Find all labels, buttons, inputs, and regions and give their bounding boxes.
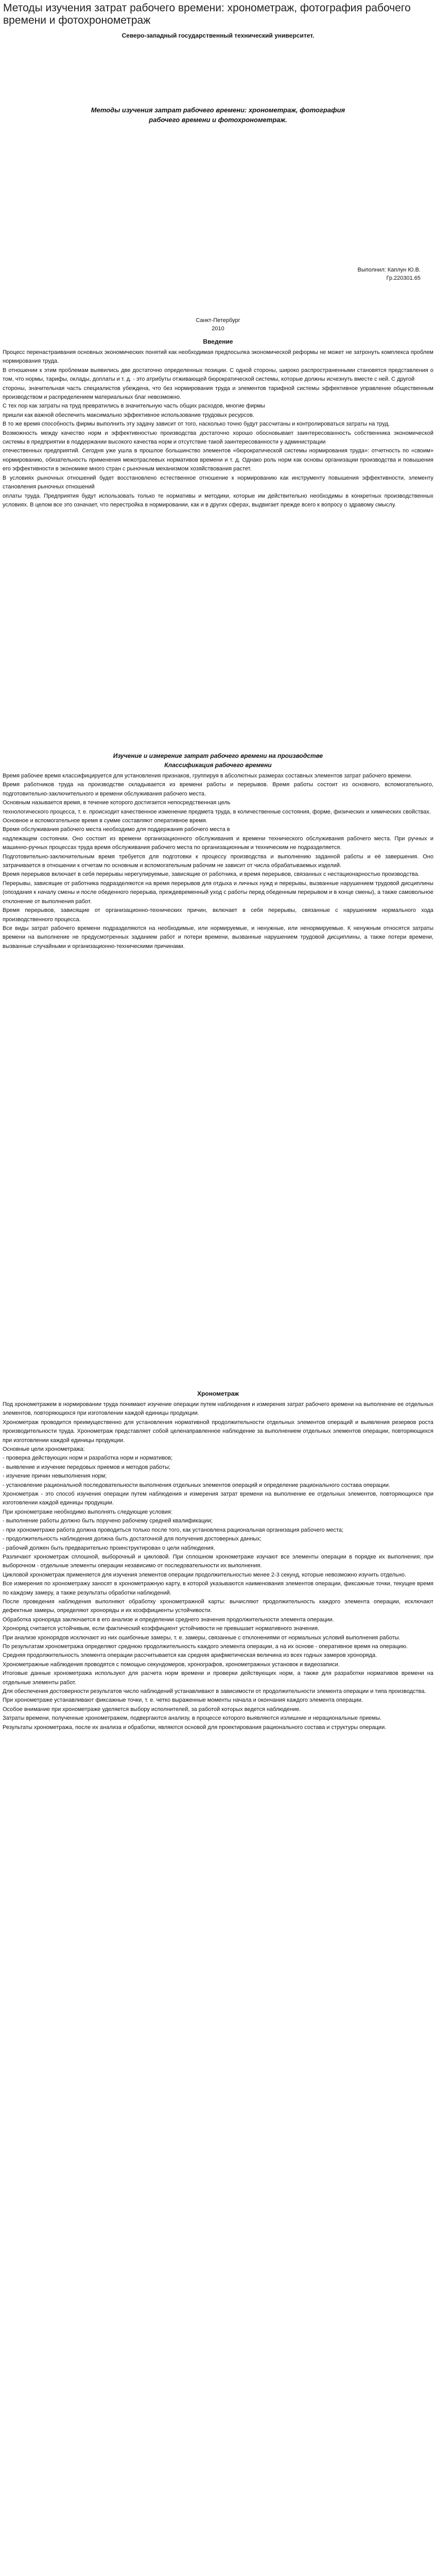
paragraph: стороны, значительная часть специалистов убеждена, что без нормирования труда и элементов тарифной системы эффективное управление общественным производством и распределением материальных благ невозможно. <box>3 385 433 401</box>
paragraph: Для обеспечения достоверности результатов число наблюдений устанавливают в зависимости от продолжительности элемента операции и типа производства. <box>3 1688 426 1694</box>
study-section <box>0 748 436 951</box>
paragraph: Итоговые данные хронометража используют для расчета норм времени и проверки действующих норм, а также для разработки нормативов времени на отдельные элементы работ. <box>3 1670 433 1686</box>
paragraph: - продолжительность наблюдения должна быть достаточной для получения достоверных данных; <box>3 1536 261 1543</box>
paragraph: С тех пор как затраты на труд превратились в значительную часть общих расходов, многие фирмы <box>3 403 265 410</box>
paragraph: Обработка хроноряда заключается в его анализе и определении среднего значения продолжительности элемента операции. <box>3 1616 334 1623</box>
paragraph: - рабочий должен быть предварительно проинструктирован о цели наблюдения. <box>3 1545 215 1551</box>
subsection-heading-classification: Классификация рабочего времени <box>164 761 272 769</box>
chrono-paragraphs <box>0 1400 436 1732</box>
author-group: Гр.220301.65 <box>386 275 421 281</box>
paragraph: Хроноряд считается устойчивым, если фактический коэффициент устойчивости не превышает нормативного значения. <box>3 1625 320 1632</box>
author-name: Выполнил: Каплун Ю.В. <box>357 267 421 273</box>
paragraph: Хронометражные наблюдения проводятся с помощью секундомеров, хронографов, хронометражных установок и видеозаписи. <box>3 1661 340 1668</box>
paragraph: В то же время способность фирмы выполнить эту задачу зависит от того, насколько точно будут рассчитаны и контролироваться затраты на труд. <box>3 421 390 428</box>
paragraph: Цикловой хронометраж применяется для изучения элементов операции продолжительностью менее 2-3 секунд, которые невозможно изучить отдельно. <box>3 1571 407 1578</box>
paragraph: При хронометраже устанавливают фиксажные точки, т. е. четко выраженные моменты начала и окончания каждого элемента операции. <box>3 1697 363 1704</box>
paragraph: - при хронометраже работа должна проводиться только после того, как установлена рациональная организация рабочего места; <box>3 1527 344 1533</box>
paragraph: технологического процесса, т. е. происходит качественное изменение предмета труда, в количественные состояния, форме, физических и химических свойствах. <box>3 808 431 815</box>
paragraph: Средняя продолжительность элемента операции рассчитывается как средняя арифметическая величина из всех годных замеров хроноряда. <box>3 1652 377 1659</box>
paragraph: При анализе хронорядов исключают из них ошибочные замеры, т. е. замеры, связанные с отклонениями от нормальных условий выполнения работы. <box>3 1634 400 1641</box>
chrono-section <box>0 1386 436 1732</box>
paragraph: - проверка действующих норм и разработка норм и нормативов; <box>3 1455 173 1462</box>
paragraph: Затраты времени, полученные хронометражем, подвергаются анализу, в процессе которого выявляются излишние и нерациональные приемы. <box>3 1715 382 1722</box>
paragraph: Время перерывов включает в себя перерывы нерегулируемые, зависящие от работника, и время перерывов, связанных с нестационарностью производства. <box>3 871 420 878</box>
paragraph: Хронометраж - это способ изучения операции путем наблюдения и измерения затрат времени на выполнение ее отдельных элементов, повторяющихся при изготовлении каждой единицы продукции. <box>3 1491 433 1506</box>
paragraph: Время обслуживания рабочего места необходимо для поддержания рабочего места в <box>3 826 230 833</box>
paragraph: По результатам хронометража определяют среднюю продолжительность каждого элемента операции, а на их основе - оперативное время на операцию. <box>3 1643 408 1650</box>
paragraph: В отношении к этим проблемам выявились две достаточно определенных позиции. С одной стороны, широко распространенными становятся представления о том, что нормы, тарифы, оклады, доплаты и т. д. - это атрибуты отживающей бюрократической системы, которые должны исчезнуть вместе с ней. С другой <box>3 367 433 383</box>
paragraph: Время работников труда на производстве складывается из времени работы и перерывов. Время работы состоит из основного, вспомогательного, подготовительно-заключительного и времени обслуживания рабочего места. <box>3 782 433 797</box>
paragraph: Подготовительно-заключительным время требуется для подготовки к процессу производства и выполнению заданной работы и её завершения. Оно затрачивается в отношении к отчетам по основным и вспомогательным рабочим не зависит от числа обрабатываемых изделий. <box>3 853 433 869</box>
intro-section <box>0 334 436 510</box>
paragraph: При хронометраже необходимо выполнять следующие условия: <box>3 1509 172 1515</box>
section-heading-chrono: Хронометраж <box>197 1390 239 1397</box>
paragraph: Особое внимание при хронометраже уделяется выбору исполнителей, за работой которых ведется наблюдение. <box>3 1706 301 1713</box>
paragraph: В условиях рыночных отношений будет восстановлено естественное отношение к нормированию как инструменту повышения эффективности, элементу становления рыночных отношений <box>3 474 433 490</box>
paragraph: Основное и вспомогательное время в сумме составляют оперативное время. <box>3 818 207 824</box>
photo-section <box>0 2574 436 2576</box>
paragraph: Хронометраж проводится преимущественно для установления нормативной продолжительности отдельных элементов операций и выявления резервов роста производительности труда. Хронометраж представляет собой целенаправленное наблюдение за выполнением отдельных элементов операции, повторяющихся при изготовлении каждой единицы продукции. <box>3 1419 433 1444</box>
city-year-block <box>0 316 436 333</box>
paragraph: Основные цели хронометража: <box>3 1446 85 1453</box>
paragraph: Перерывы, зависящие от работника подразделяются на время перерывов для отдыха и личных нужд и перерывы, вызванные нарушением трудовой дисциплины (опоздания к началу смены и после обеденного перерыва, преждевременный уход с работы перед обеденным перерывом и в конце смены), а также самовольное отклонение от выполнения работ. <box>3 880 433 905</box>
paragraph: Различают хронометраж сплошной, выборочный и цикловой. При сплошном хронометраже изучают все элементы операции в порядке их выполнения; при выборочном - отдельные элементы операции независимо от последовательности их выполнения. <box>3 1553 433 1569</box>
paragraph: Под хронометражем в нормировании труда понимают изучение операции путем наблюдения и измерения затрат рабочего времени на выполнение ее отдельных элементов, повторяющихся при изготовлении каждой единицы продукции. <box>3 1401 433 1417</box>
paragraph: Время перерывов, зависящие от организационно-технических причин, включает в себя перерывы, связанные с нарушением нормального хода производственного процесса. <box>3 907 433 923</box>
study-paragraphs <box>0 772 436 951</box>
paragraph: После проведения наблюдения выполняют обработку хронометражной карты: вычисляют продолжительность каждого элемента операции, исключают дефектные замеры, определяют хроноряды и их коэффициенты устойчивости. <box>3 1598 433 1614</box>
university-name: Северо-западный государственный технический университет. <box>121 32 315 39</box>
city: Санкт-Петербург <box>196 317 240 324</box>
section-heading-intro: Введение <box>203 338 233 345</box>
year: 2010 <box>212 326 224 332</box>
paragraph: Процесс перенастраивания основных экономических понятий как необходимая предпосылка экономической реформы не может не затронуть комплекса проблем нормирования труда. <box>3 349 433 365</box>
paragraph: - изучение причин невыполнения норм; <box>3 1473 107 1480</box>
paragraph: пришли как важной обеспечить максимально эффективное использование трудовых ресурсов. <box>3 412 254 418</box>
paragraph: Все виды затрат рабочего времени подразделяются на необходимые, или нормируемые, и ненужные, или ненормируемые. К ненужным относятся затраты времени на выполнение не предусмотренных заданием работ и потери времени, вызванные нарушением трудовой дисциплины, а также потери времени, вызванные случайными и организационно-техническими причинами. <box>3 925 433 950</box>
paragraph: Все измерения по хронометражу заносят в хронометражную карту, в которой указываются наименования элементов операции, фиксажные точки, текущее время по каждому замеру, а также результаты обработки наблюдений. <box>3 1581 433 1596</box>
paragraph: Время рабочее время классифицируется для установления признаков, группируя в абсолютных размерах составных элементов затрат рабочего времени. <box>3 773 412 779</box>
paragraph: Возможность между качество норм и эффективностью производства достаточно хорошо обосновывает заинтересованность собственника экономической системы в предприятии в поддержании высокого качества норм и отсутствие такой заинтересованности у администрации <box>3 430 433 446</box>
author-block <box>358 266 421 282</box>
title-page-heading: Методы изучения затрат рабочего времени: хронометраж, фотография рабочего времени и фотохронометраж. <box>91 106 345 124</box>
paragraph: Результаты хронометража, после их анализа и обработки, являются основой для проектирования рационального состава и структуры операции. <box>3 1724 387 1731</box>
paragraph: оплаты труда. Предприятия будут использовать только те нормативы и методики, которые им действительно необходимы в конкретных производственных условиях. В целом все это означает, что перестройка в нормировании, как и в других сферах, выдвигает прежде всего к вопросу о здравому смыслу. <box>3 493 433 508</box>
paragraph: - выявление и изучение передовых приемов и методов работы; <box>3 1464 170 1470</box>
paragraph: - выполнение работы должно быть поручено рабочему средней квалификации; <box>3 1518 213 1524</box>
section-heading-study: Изучение и измерение затрат рабочего времени на производстве <box>113 752 323 759</box>
paragraph: Основным называется время, в течение которого достигается непосредственная цель <box>3 800 231 806</box>
document-title: Методы изучения затрат рабочего времени: хронометраж, фотография рабочего времени и фотохронометраж <box>3 2 411 26</box>
intro-paragraphs <box>0 348 436 510</box>
paragraph: - установление рациональной последовательности выполнения отдельных элементов операций и определение рационального состава операции. <box>3 1482 391 1488</box>
paragraph: надлежащем состоянии. Оно состоит из времени организационного обслуживания и времени технического обслуживания рабочего места. При ручных и машинно-ручных процессах труда время обслуживания рабочего места по организационным и техническим не подразделяется. <box>3 835 433 851</box>
paragraph: отечественных предприятий. Сегодня уже ушла в прошлое большинство элементов «бюрократической системы нормирования труда»: отчетность по «своим» нормированию, обязательность применения межотраслевых нормативов времени и т. д. Однако роль норм как основы организации производства и повышения его эффективности в экономике много стран с рыночным механизмом хозяйствования растет. <box>3 448 433 472</box>
